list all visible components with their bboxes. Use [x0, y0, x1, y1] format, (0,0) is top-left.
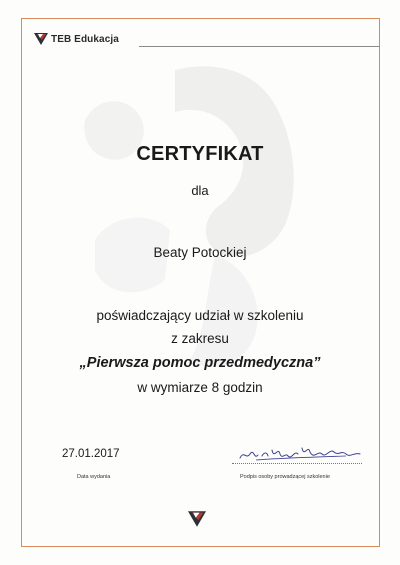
duration-line: w wymiarze 8 godzin: [137, 380, 263, 395]
signature-caption: Podpis osoby prowadzącej szkolenie: [240, 474, 330, 480]
issue-date-caption: Data wydania: [77, 474, 111, 480]
header-logo: [34, 33, 119, 45]
footer-logo-icon: [188, 511, 206, 527]
header-rule: [139, 46, 380, 47]
certificate-border: [21, 18, 380, 547]
signature-image: [236, 440, 366, 464]
certificate-title: CERTYFIKAT: [136, 143, 264, 165]
course-name: „Pierwsza pomoc przedmedyczna”: [79, 355, 321, 371]
signature-line: [232, 463, 362, 464]
attestation-line: poświadczający udział w szkoleniu: [96, 308, 304, 323]
for-label: dla: [191, 183, 209, 198]
scope-line: z zakresu: [171, 331, 229, 346]
recipient-name: Beaty Potockiej: [153, 245, 247, 260]
logo-text: TEB Edukacja: [51, 33, 119, 45]
teb-logo-icon: [34, 33, 48, 45]
issue-date: 27.01.2017: [62, 448, 120, 460]
